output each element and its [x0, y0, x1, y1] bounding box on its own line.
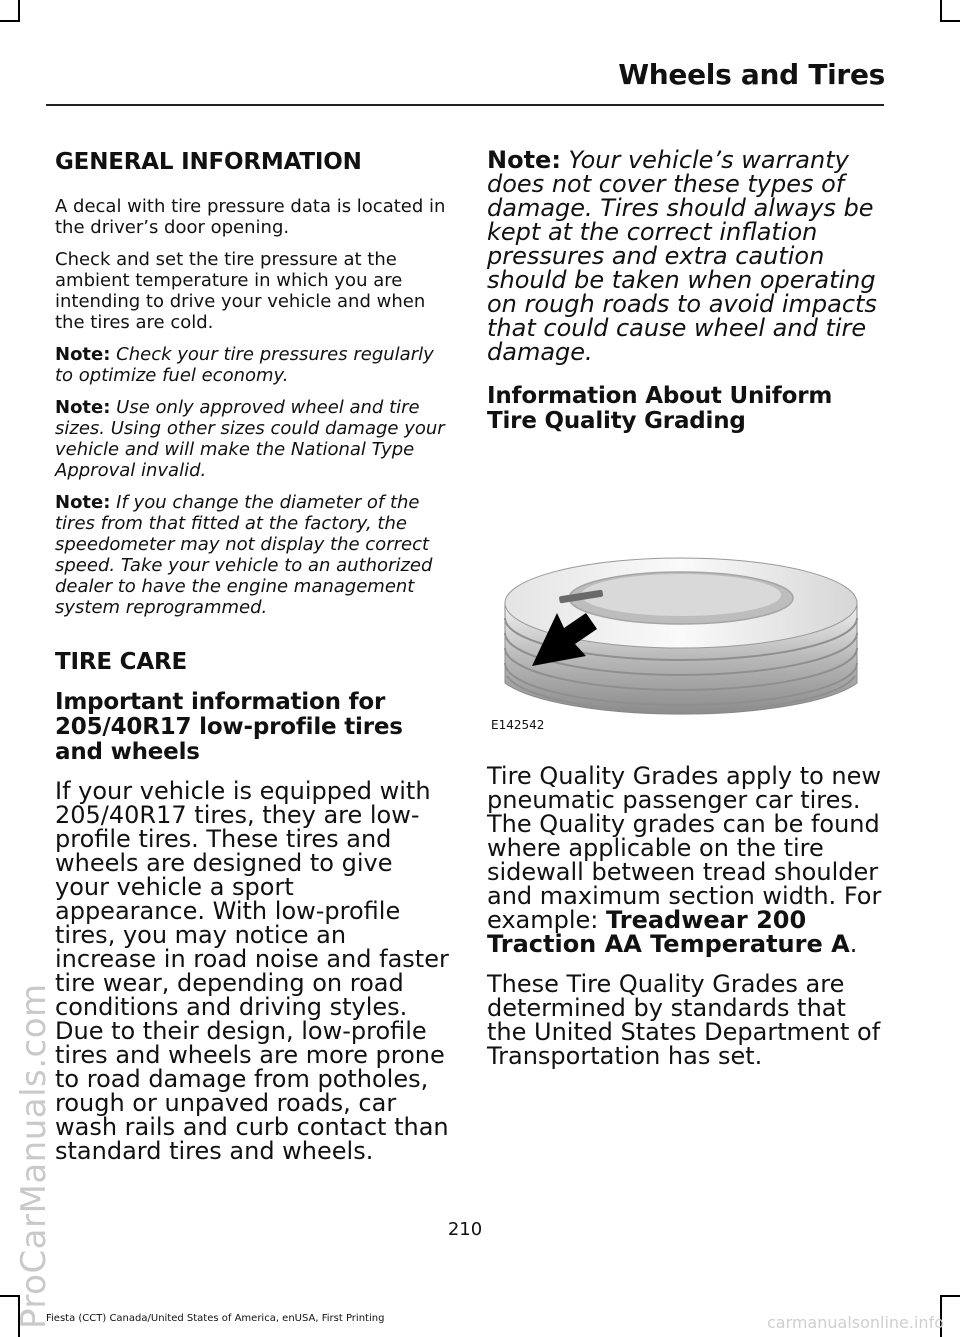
note-label: Note: — [487, 146, 561, 174]
tire-illustration — [487, 448, 882, 718]
note-warranty — [487, 148, 882, 364]
footer-text: Fiesta (CCT) Canada/United States of America, enUSA, First Printing — [46, 1313, 385, 1324]
check-pressure-paragraph: Check and set the tire pressure at the ambient temperature in which you are intending to drive your vehicle and when the tires are cold. — [55, 249, 426, 333]
title-divider — [46, 104, 884, 106]
note-approved-sizes — [55, 397, 450, 481]
quality-grades-text: Tire Quality Grades apply to new pneumatic passenger car tires. The Quality grades can be found where applicable on the tire sidewall between tread shoulder and maximum section width. For example: — [487, 762, 882, 934]
note-label: Note: — [55, 492, 111, 513]
grades-text-end: . — [849, 930, 858, 958]
low-profile-heading: Important information for 205/40R17 low-profile tires and wheels — [55, 689, 403, 765]
crop-mark — [0, 20, 20, 22]
note-label: Note: — [55, 344, 111, 365]
watermark: ProCarManuals.com — [14, 983, 54, 1329]
page-title: Wheels and Tires — [618, 58, 885, 91]
crop-mark — [940, 20, 960, 22]
crop-mark — [18, 0, 20, 22]
crop-mark — [940, 0, 942, 22]
page-number: 210 — [447, 1219, 483, 1240]
tire-figure — [487, 448, 882, 748]
note-text: Your vehicle’s warranty does not cover these types of damage. Tires should always be kept at the correct inflation pressures and extra caution should be taken when operating on rough roads to avoid impacts that could cause wheel and tire damage. — [487, 146, 877, 366]
note-text: Check your tire pressures regularly to optimize fuel economy. — [55, 344, 434, 386]
site-watermark: carmanualsonline.info — [766, 1313, 944, 1332]
figure-code: E142542 — [491, 718, 545, 732]
decal-paragraph: A decal with tire pressure data is located in the driver’s door opening. — [55, 196, 446, 238]
right-column — [487, 148, 882, 1084]
left-column — [55, 148, 450, 1179]
standards-paragraph: These Tire Quality Grades are determined by standards that the United States Department of Transportation has set. — [487, 970, 881, 1070]
note-text: If you change the diameter of the tires from that fitted at the factory, the speedometer may not display the correct speed. Take your vehicle to an authorized dealer to have the engine management system reprogrammed. — [55, 492, 433, 618]
crop-mark — [940, 1295, 960, 1297]
low-profile-paragraph: If your vehicle is equipped with 205/40R17 tires, they are low-profile tires. These tires and wheels are designed to give your vehicle a sport appearance. With low-profile tires, you may notice an increase in road noise and faster tire wear, depending on road conditions and driving styles. Due to their design, low-profile tires and wheels are more prone to road damage from potholes, rough or unpaved roads, car wash rails and curb contact than standard tires and wheels. — [55, 777, 449, 1165]
general-information-heading: GENERAL INFORMATION — [55, 149, 362, 175]
tire-care-heading: TIRE CARE — [55, 649, 187, 675]
note-text: Use only approved wheel and tire sizes. Using other sizes could damage your vehicle and will make the National Type Approval invalid. — [55, 397, 445, 481]
note-label: Note: — [55, 397, 111, 418]
note-tire-diameter — [55, 492, 450, 618]
grades-example: Treadwear 200 Traction AA Temperature A — [487, 906, 850, 958]
utqg-heading: Information About Uniform Tire Quality Grading — [487, 383, 833, 434]
note-fuel-economy — [55, 344, 450, 386]
quality-grades-paragraph — [487, 764, 882, 956]
